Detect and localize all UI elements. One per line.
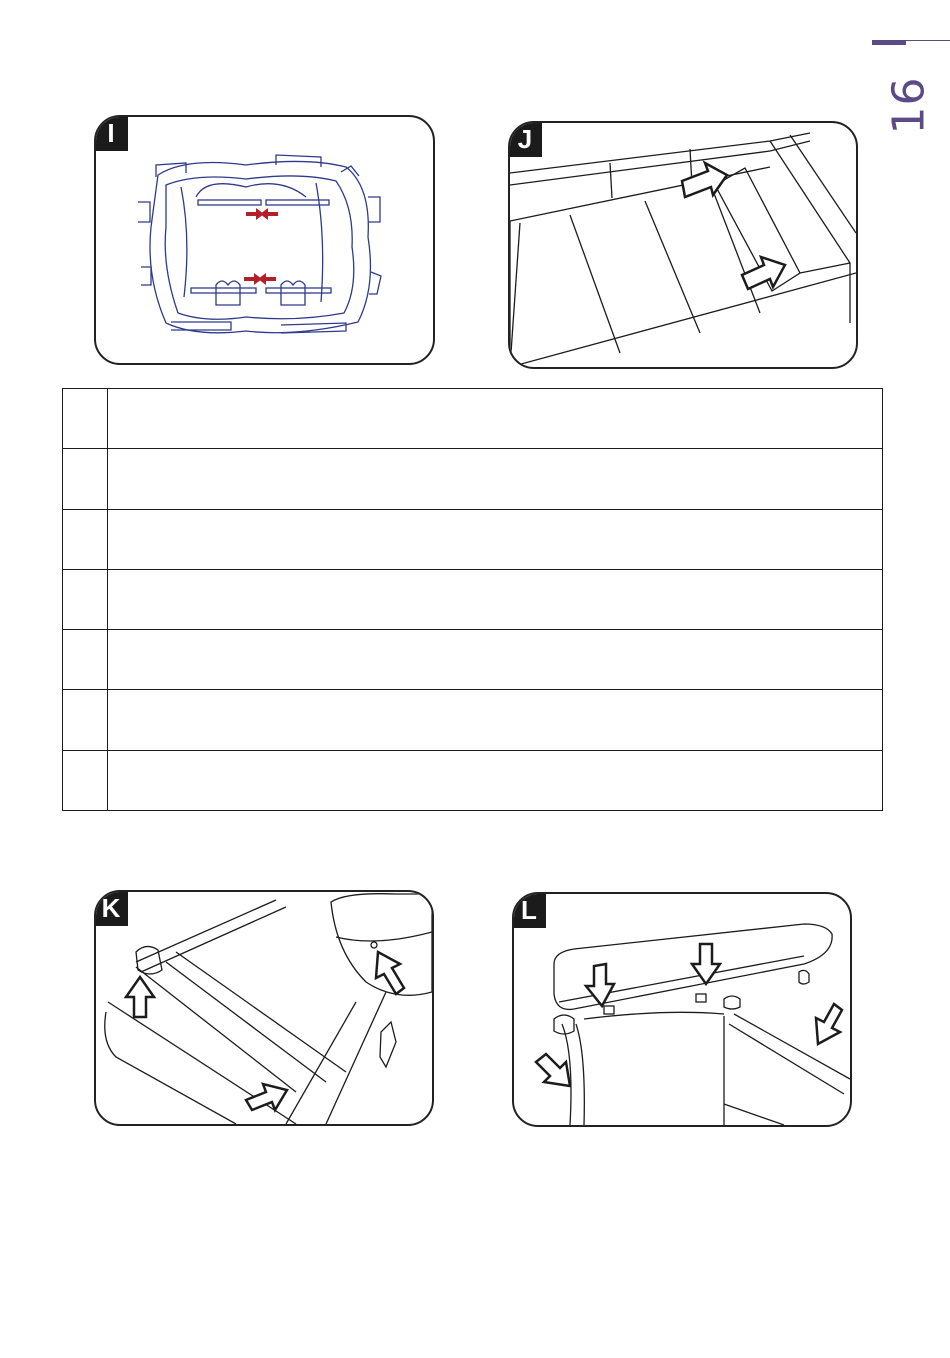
step-number-cell (63, 630, 108, 690)
figure-j (508, 121, 858, 369)
figure-k (94, 890, 434, 1126)
table-row (63, 750, 883, 810)
figure-l-illustration (514, 894, 850, 1125)
step-number-cell (63, 389, 108, 449)
table-row (63, 389, 883, 449)
table-row (63, 449, 883, 509)
table-row (63, 509, 883, 569)
figure-j-illustration (510, 123, 856, 367)
step-text-cell (108, 690, 883, 750)
step-text-cell (108, 389, 883, 449)
step-number-cell (63, 509, 108, 569)
page-number-bar (872, 40, 906, 45)
step-number-cell (63, 449, 108, 509)
outline-arrow-icons (682, 163, 785, 289)
figure-i-label: I (94, 115, 128, 151)
figure-i (94, 115, 435, 365)
step-text-cell (108, 569, 883, 629)
red-arrow-icons (244, 208, 278, 285)
figure-j-label: J (508, 121, 542, 157)
step-number-cell (63, 569, 108, 629)
figure-i-illustration (96, 117, 433, 363)
figure-k-label: K (94, 890, 128, 926)
figure-l-label: L (512, 892, 546, 928)
table-row (63, 690, 883, 750)
page-number-marker (872, 40, 948, 140)
step-text-cell (108, 630, 883, 690)
step-text-cell (108, 509, 883, 569)
table-row (63, 569, 883, 629)
steps-table (62, 388, 883, 811)
step-text-cell (108, 750, 883, 810)
step-text-cell (108, 449, 883, 509)
step-number-cell (63, 690, 108, 750)
page-number: 16 (883, 76, 935, 135)
step-number-cell (63, 750, 108, 810)
figure-k-illustration (96, 892, 432, 1124)
figure-l (512, 892, 852, 1127)
table-row (63, 630, 883, 690)
page-number-line (906, 40, 950, 41)
